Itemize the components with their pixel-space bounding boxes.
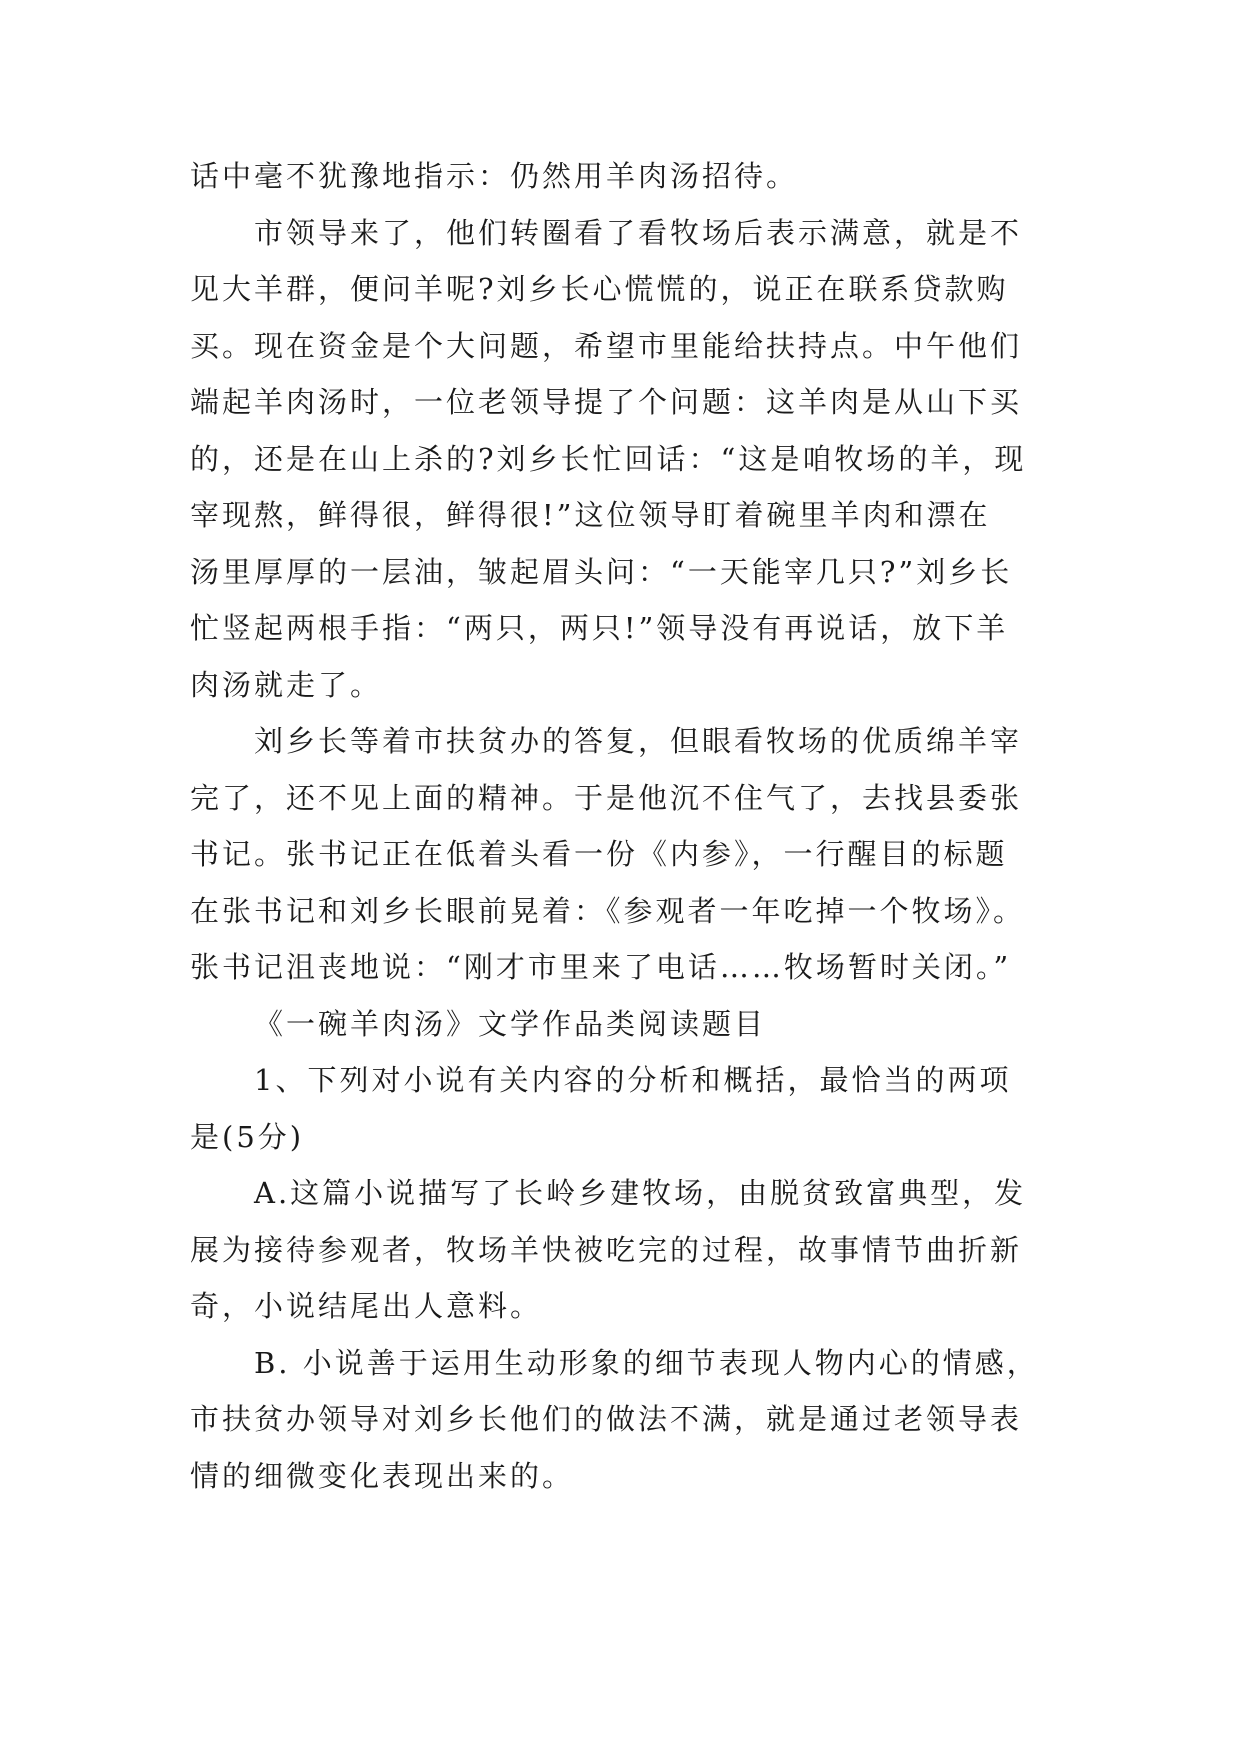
- text-line: 端起羊肉汤时，一位老领导提了个问题：这羊肉是从山下买: [190, 385, 1023, 419]
- text-line: 完了，还不见上面的精神。于是他沉不住气了，去找县委张: [190, 780, 1023, 815]
- text-line: B. 小说善于运用生动形象的细节表现人物内心的情感，: [254, 1345, 1039, 1380]
- option-b: [190, 1335, 1070, 1505]
- text-line: 书记。张书记正在低着头看一份《内参》，一行醒目的标题: [190, 837, 1008, 871]
- text-line: 汤里厚厚的一层油，皱起眉头问：“一天能宰几只?”刘乡长: [190, 554, 1013, 589]
- text-line: 张书记沮丧地说：“刚才市里来了电话……牧场暂时关闭。”: [190, 950, 1012, 984]
- text-line: 的，还是在山上杀的?刘乡长忙回话：“这是咱牧场的羊，现: [190, 441, 1027, 476]
- text-line: 市领导来了，他们转圈看了看牧场后表示满意，就是不: [254, 215, 1023, 250]
- paragraph-1: [190, 148, 1070, 205]
- text-line: 宰现熬，鲜得很，鲜得很!”这位领导盯着碗里羊肉和漂在: [190, 498, 991, 532]
- section-heading: [190, 996, 1070, 1053]
- option-a: [190, 1165, 1070, 1335]
- question-1: [190, 1052, 1070, 1165]
- text-line: 《一碗羊肉汤》文学作品类阅读题目: [254, 1006, 767, 1041]
- text-line: 情的细微变化表现出来的。: [190, 1458, 575, 1493]
- paragraph-3: [190, 713, 1070, 996]
- text-line: 1、下列对小说有关内容的分析和概括，最恰当的两项: [254, 1063, 1012, 1097]
- text-line: 忙竖起两根手指：“两只，两只!”领导没有再说话，放下羊: [190, 611, 1009, 645]
- text-line: 买。现在资金是个大问题，希望市里能给扶持点。中午他们: [190, 328, 1023, 363]
- text-line: 刘乡长等着市扶贫办的答复，但眼看牧场的优质绵羊宰: [254, 724, 1023, 758]
- text-line: 奇，小说结尾出人意料。: [190, 1289, 543, 1323]
- body-text: [190, 148, 1070, 1504]
- paragraph-2: [190, 205, 1070, 714]
- text-line: 市扶贫办领导对刘乡长他们的做法不满，就是通过老领导表: [190, 1402, 1023, 1436]
- text-line: 见大羊群，便问羊呢?刘乡长心慌慌的，说正在联系贷款购: [190, 272, 1009, 306]
- text-line: 话中毫不犹豫地指示：仍然用羊肉汤招待。: [190, 159, 799, 193]
- text-line: A.这篇小说描写了长岭乡建牧场，由脱贫致富典型，发: [254, 1176, 1027, 1210]
- text-line: 肉汤就走了。: [190, 667, 383, 702]
- text-line: 是(5分): [190, 1119, 305, 1154]
- text-line: 在张书记和刘乡长眼前晃着：《参观者一年吃掉一个牧场》。: [190, 893, 1026, 928]
- text-line: 展为接待参观者，牧场羊快被吃完的过程，故事情节曲折新: [190, 1232, 1023, 1267]
